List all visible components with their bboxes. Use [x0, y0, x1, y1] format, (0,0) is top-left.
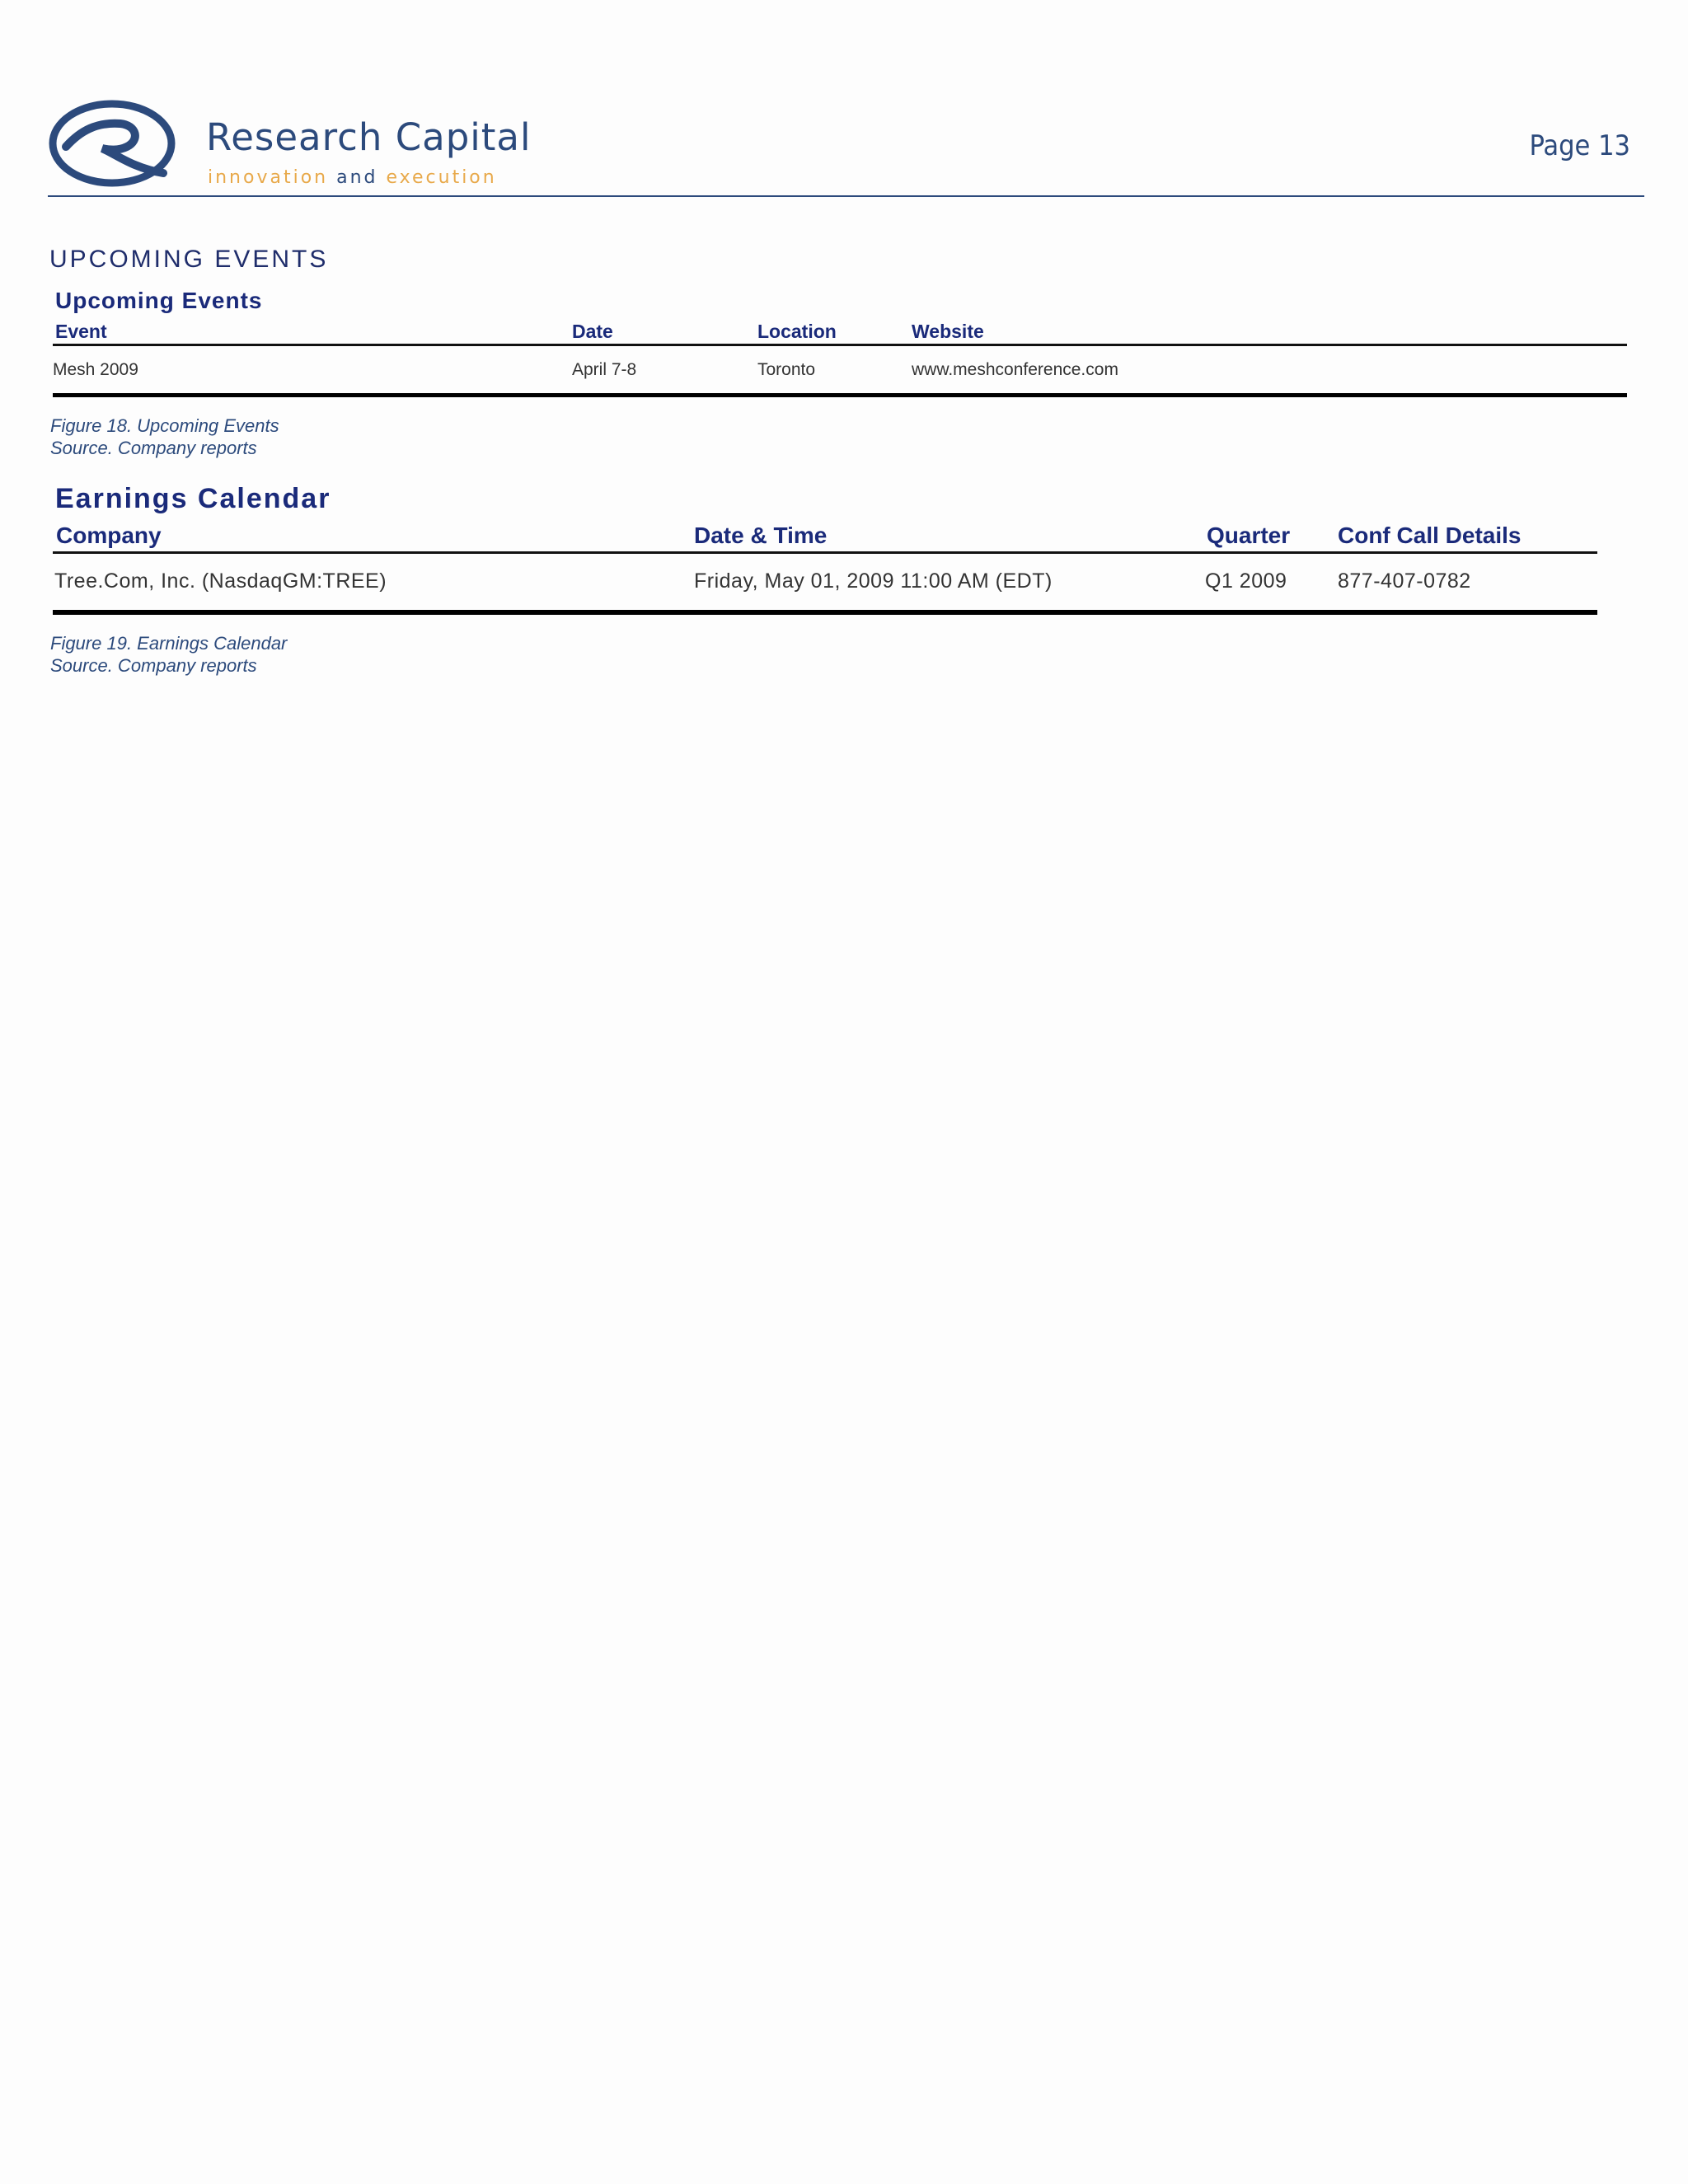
- cell-location: Toronto: [757, 360, 816, 379]
- figure-caption: Figure 18. Upcoming Events: [50, 415, 279, 436]
- cell-quarter: Q1 2009: [1205, 569, 1287, 593]
- table-header-rule: [53, 551, 1597, 554]
- earnings-calendar-title: Earnings Calendar: [55, 483, 331, 514]
- table-bottom-rule: [53, 610, 1597, 615]
- table-bottom-rule: [53, 393, 1627, 397]
- cell-company: Tree.Com, Inc. (NasdaqGM:TREE): [54, 569, 387, 593]
- section-heading: UPCOMING EVENTS: [49, 246, 329, 273]
- research-capital-logo: [48, 97, 176, 190]
- upcoming-events-title: Upcoming Events: [55, 288, 263, 313]
- col-header-date: Date: [572, 321, 613, 342]
- tagline-and: and: [336, 167, 378, 188]
- brand-name: Research Capital: [206, 115, 532, 159]
- cell-website: www.meshconference.com: [912, 360, 1118, 379]
- header-divider: [48, 195, 1644, 197]
- col-header-date-time: Date & Time: [694, 523, 828, 548]
- brand-tagline: [208, 167, 497, 188]
- cell-date-time: Friday, May 01, 2009 11:00 AM (EDT): [694, 569, 1053, 593]
- tagline-innovation: innovation: [208, 167, 329, 188]
- page-number: Page 13: [1529, 129, 1630, 162]
- cell-date: April 7-8: [572, 360, 637, 379]
- col-header-event: Event: [55, 321, 107, 342]
- source-caption: Source. Company reports: [50, 438, 257, 458]
- col-header-quarter: Quarter: [1207, 523, 1291, 548]
- col-header-website: Website: [912, 321, 984, 342]
- cell-event: Mesh 2009: [53, 360, 138, 379]
- figure-caption: Figure 19. Earnings Calendar: [50, 633, 288, 654]
- source-caption: Source. Company reports: [50, 655, 257, 676]
- col-header-location: Location: [757, 321, 837, 342]
- col-header-company: Company: [56, 523, 162, 548]
- col-header-conf-call: Conf Call Details: [1338, 523, 1522, 548]
- cell-conf-call: 877-407-0782: [1338, 569, 1471, 593]
- tagline-execution: execution: [386, 167, 497, 188]
- table-header-rule: [53, 344, 1627, 346]
